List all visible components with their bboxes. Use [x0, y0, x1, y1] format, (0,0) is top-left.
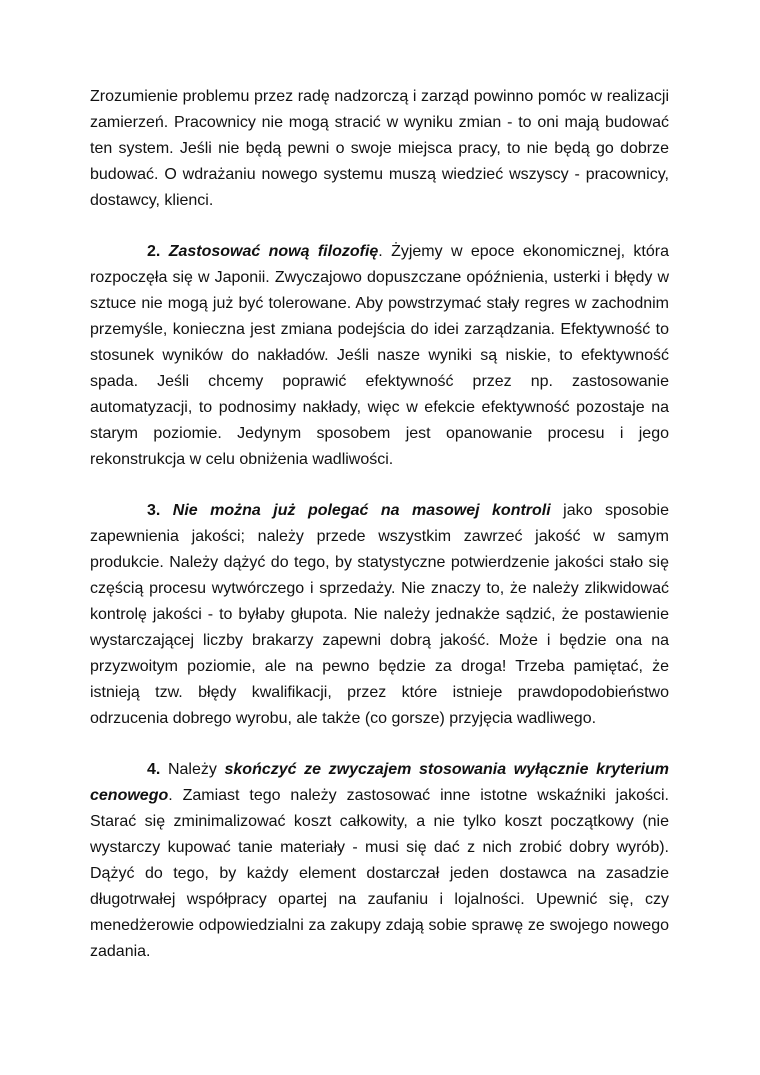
- point-body: jako sposobie zapewnienia jakości; należy przede wszystkim zawrzeć jakość w samym produkcie. Należy dążyć do tego, by statystyczne potwierdzenie jakości stało się częścią procesu wytwórczego i sprzedaży. Nie znaczy to, że należy zlikwidować kontrolę jakości - to byłaby głupota. Nie należy jednakże sądzić, że postawienie wystarczającej liczby brakarzy zapewni dobrą jakość. Może i będzie ona na przyzwoitym poziomie, ale na pewno będzie za droga! Trzeba pamiętać, że istnieją tzw. błędy kwalifikacji, przez które istnieje prawdopodobieństwo odrzucenia dobrego wyrobu, ale także (co gorsze) przyjęcia wadliwego.: [90, 502, 669, 727]
- document-page: [90, 84, 669, 990]
- point-lead: Należy: [160, 761, 225, 778]
- paragraph-point-3: [90, 498, 669, 732]
- paragraph-intro: Zrozumienie problemu przez radę nadzorczą i zarząd powinno pomóc w realizacji zamierzeń. Pracownicy nie mogą stracić w wyniku zmian - to oni mają budować ten system. Jeśli nie będą pewni o swoje miejsca pracy, to nie będą go dobrze budować. O wdrażaniu nowego systemu muszą wiedzieć wszyscy - pracownicy, dostawcy, klienci.: [90, 88, 669, 209]
- point-number: 3.: [147, 502, 161, 519]
- point-body: . Zamiast tego należy zastosować inne istotne wskaźniki jakości. Starać się zminimalizować koszt całkowity, a nie tylko koszt początkowy (nie wystarczy kupować tanie materiały - musi się dać z nich zrobić dobry wyrób). Dążyć do tego, by każdy element dostarczał jeden dostawca na zasadzie długotrwałej współpracy opartej na zaufaniu i lojalności. Upewnić się, czy menedżerowie odpowiedzialni za zakupy zdają sobie sprawę ze swojego nowego zadania.: [90, 787, 669, 960]
- point-heading: skończyć ze zwyczajem stosowania wyłącznie kryterium cenowego: [90, 761, 670, 804]
- paragraph-point-4: [90, 757, 669, 965]
- point-number: 4.: [147, 761, 161, 778]
- point-heading: Nie można już polegać na masowej kontroli: [172, 502, 551, 519]
- point-body: . Żyjemy w epoce ekonomicznej, która rozpoczęła się w Japonii. Zwyczajowo dopuszczane opóźnienia, usterki i błędy w sztuce nie mogą już być tolerowane. Aby powstrzymać stały regres w zachodnim przemyśle, konieczna jest zmiana podejścia do idei zarządzania. Efektywność to stosunek wyników do nakładów. Jeśli nasze wyniki są niskie, to efektywność spada. Jeśli chcemy poprawić efektywność przez np. zastosowanie automatyzacji, to podnosimy nakłady, więc w efekcie efektywność pozostaje na starym poziomie. Jedynym sposobem jest opanowanie procesu i jego rekonstrukcja w celu obniżenia wadliwości.: [90, 243, 669, 468]
- point-heading: Zastosować nową filozofię: [168, 243, 379, 260]
- point-number: 2.: [147, 243, 161, 260]
- paragraph-point-2: [90, 239, 669, 473]
